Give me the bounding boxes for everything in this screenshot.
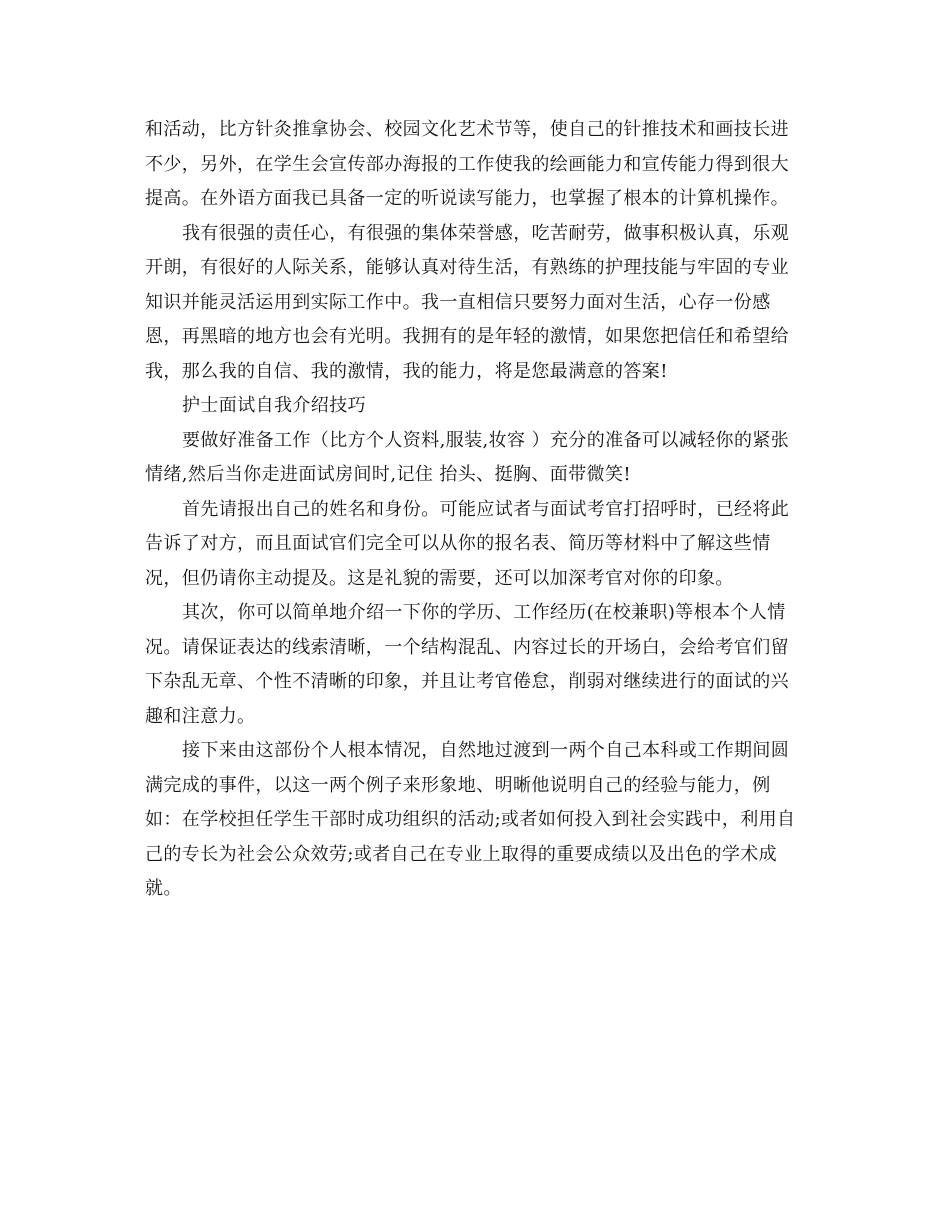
text-line: 如：在学校担任学生干部时成功组织的活动;或者如何投入到社会实践中，利用自 <box>145 809 796 830</box>
text-line: 知识并能灵活运用到实际工作中。我一直相信只要努力面对生活，心存一份感 <box>145 291 771 313</box>
text-line: 其次，你可以简单地介绍一下你的学历、工作经历(在校兼职)等根本个人情 <box>182 602 786 623</box>
text-line: 首先请报出自己的姓名和身份。可能应试者与面试考官打招呼时，已经将此 <box>182 498 790 520</box>
text-line: 要做好准备工作（比方个人资料,服装,妆容 ）充分的准备可以减轻你的紧张 <box>182 429 790 451</box>
text-line: 就。 <box>145 878 182 899</box>
text-line: 我有很强的责任心，有很强的集体荣誉感，吃苦耐劳，做事积极认真，乐观 <box>182 222 790 244</box>
text-line: 告诉了对方，而且面试官们完全可以从你的报名表、简历等材料中了解这些情 <box>145 533 771 554</box>
text-line: 趣和注意力。 <box>145 705 256 727</box>
text-line: 我，那么我的自信、我的激情，我的能力，将是您最满意的答案! <box>145 360 668 382</box>
text-line: 下杂乱无章、个性不清晰的印象，并且让考官倦怠，削弱对继续进行的面试的兴 <box>145 671 789 692</box>
text-line: 开朗，有很好的人际关系，能够认真对待生活，有熟练的护理技能与牢固的专业 <box>145 257 789 278</box>
document-body <box>145 113 825 907</box>
text-line: 不少，另外，在学生会宣传部办海报的工作使我的绘画能力和宣传能力得到很大 <box>145 153 789 175</box>
text-line: 满完成的事件，以这一两个例子来形象地、明晰他说明自己的经验与能力，例 <box>145 774 771 796</box>
text-line: 况，但仍请你主动提及。这是礼貌的需要，还可以加深考官对你的印象。 <box>145 567 734 589</box>
text-line: 况。请保证表达的线索清晰，一个结构混乱、内容过长的开场白，会给考官们留 <box>145 636 789 658</box>
text-line: 恩，再黑暗的地方也会有光明。我拥有的是年轻的激情，如果您把信任和希望给 <box>145 326 789 347</box>
text-line: 己的专长为社会公众效劳;或者自己在专业上取得的重要成绩以及出色的学术成 <box>145 843 778 865</box>
text-line: 和活动，比方针灸推拿协会、校园文化艺术节等，使自己的针推技术和画技长进 <box>145 119 789 140</box>
text-line: 接下来由这部份个人根本情况，自然地过渡到一两个自己本科或工作期间圆 <box>182 740 790 761</box>
section-heading: 护士面试自我介绍技巧 <box>182 395 366 416</box>
text-line: 情绪,然后当你走进面试房间时,记住 抬头、挺胸、面带微笑! <box>145 464 631 485</box>
text-line: 提高。在外语方面我已具备一定的听说读写能力，也掌握了根本的计算机操作。 <box>145 188 789 209</box>
